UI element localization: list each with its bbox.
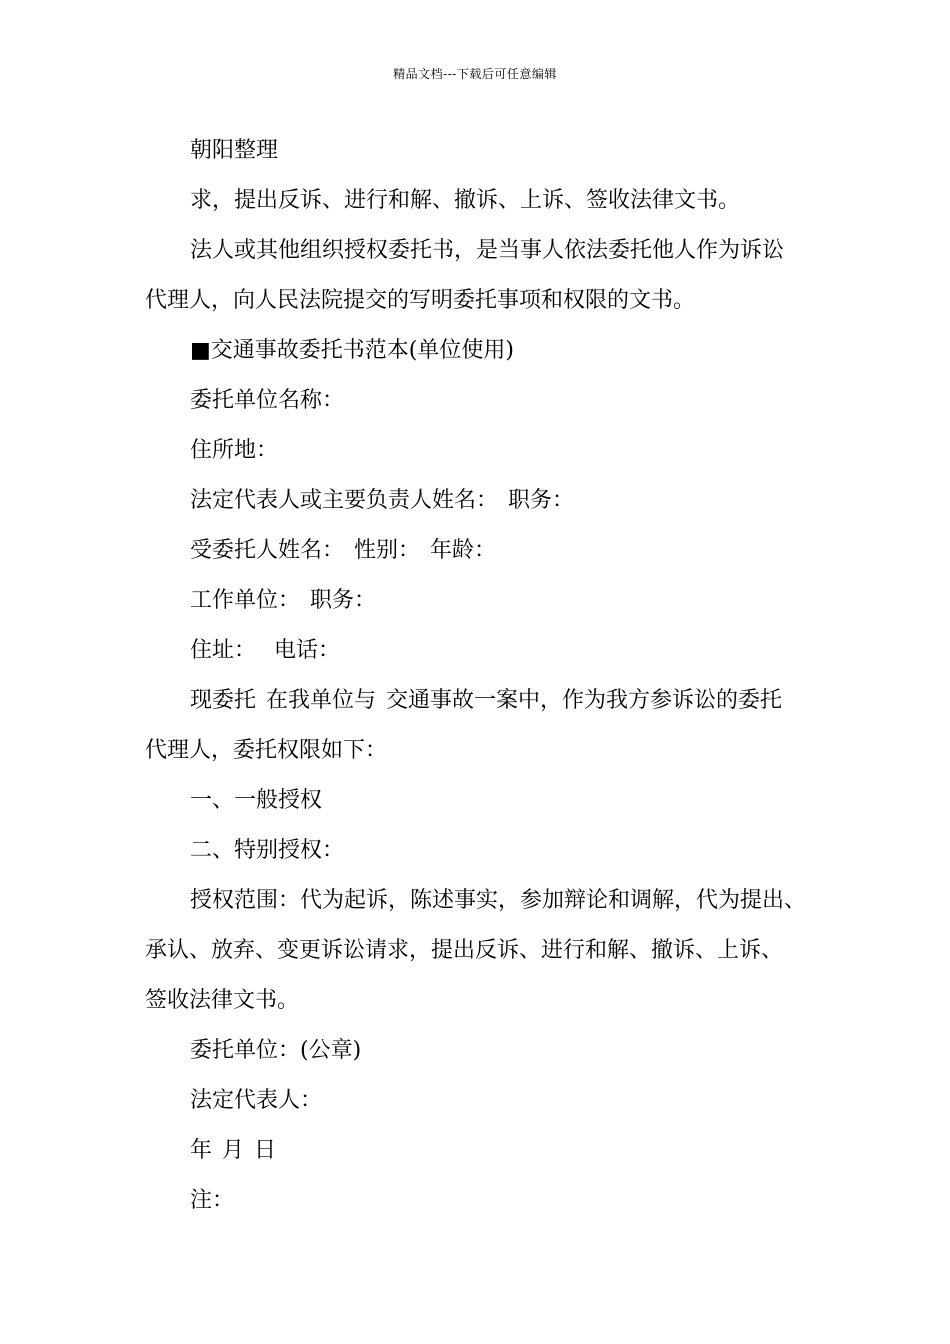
legal-rep-line (145, 476, 835, 526)
entrust-part-2: 在我单位与 (266, 688, 377, 713)
work-unit-line (145, 576, 835, 626)
entrust-line-2: 代理人，委托权限如下： (145, 738, 388, 763)
scope-line-2: 承认、放弃、变更诉讼请求，提出反诉、进行和解、撤诉、上诉、 (145, 938, 784, 963)
field-address: 住所地： (190, 438, 279, 463)
organizer-line: 朝阳整理 (190, 138, 279, 163)
date-year: 年 (190, 1138, 213, 1163)
section-title: ■交通事故委托书范本(单位使用) (190, 338, 514, 363)
field-gender: 性别： (354, 538, 421, 563)
field-position: 职务： (310, 588, 377, 613)
sign-legal-rep: 法定代表人： (190, 1088, 323, 1113)
scope-line-1: 授权范围：代为起诉，陈述事实，参加辩论和调解，代为提出、 (190, 888, 807, 913)
item-general: 一、一般授权 (190, 788, 323, 813)
note-line: 注： (190, 1188, 235, 1213)
entrust-part-3: 交通事故一案中，作为我方参诉讼的委托 (386, 688, 783, 713)
field-phone: 电话： (274, 638, 341, 663)
field-work-unit: 工作单位： (190, 588, 301, 613)
field-position: 职务： (508, 488, 575, 513)
continuation-line: 求，提出反诉、进行和解、撤诉、上诉、签收法律文书。 (190, 188, 741, 213)
field-age: 年龄： (430, 538, 497, 563)
scope-line-3: 签收法律文书。 (145, 988, 300, 1013)
sign-unit: 委托单位：(公章) (190, 1038, 362, 1063)
date-month: 月 (222, 1138, 245, 1163)
date-line (145, 1126, 835, 1176)
date-day: 日 (254, 1138, 277, 1163)
field-legal-rep: 法定代表人或主要负责人姓名： (190, 488, 499, 513)
item-special: 二、特别授权： (190, 838, 345, 863)
document-body (145, 126, 835, 1226)
residence-line (145, 626, 835, 676)
field-unit-name: 委托单位名称： (190, 388, 345, 413)
definition-line-1: 法人或其他组织授权委托书，是当事人依法委托他人作为诉讼 (190, 238, 785, 263)
entrust-line-1 (145, 676, 835, 726)
entrust-part-1: 现委托 (190, 688, 257, 713)
agent-line (145, 526, 835, 576)
page-header: 精品文档---下载后可任意编辑 (393, 67, 557, 81)
field-residence: 住址： (190, 638, 257, 663)
definition-line-2: 代理人，向人民法院提交的写明委托事项和权限的文书。 (145, 288, 696, 313)
field-agent-name: 受委托人姓名： (190, 538, 345, 563)
